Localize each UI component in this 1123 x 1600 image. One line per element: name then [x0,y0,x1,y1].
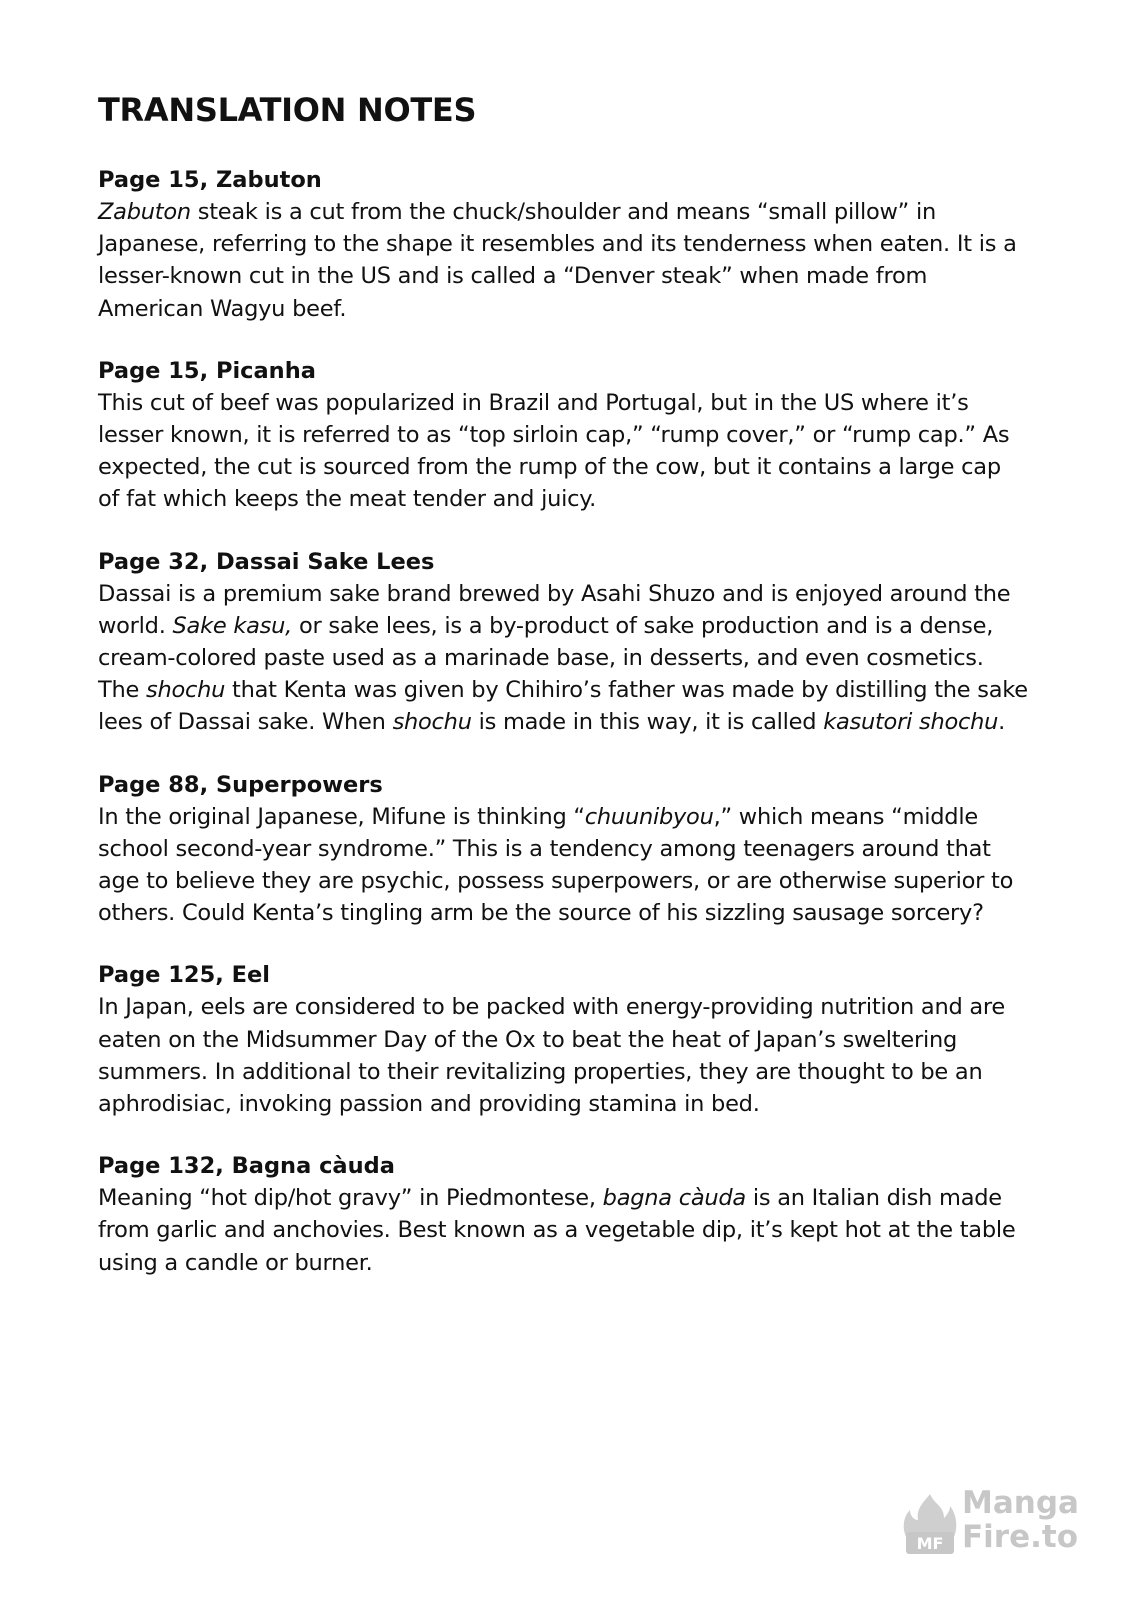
note-picanha [98,355,1028,516]
document-page [98,88,1028,1309]
note-body: This cut of beef was popularized in Brazil and Portugal, but in the US where it’s lesser known, it is referred to as “top sirloin cap,” “rump cover,” or “rump cap.” As expected, the cut is sourced from the rump of the cow, but it contains a large cap of fat which keeps the meat tender and juicy. [98,389,1010,513]
note-zabuton [98,164,1028,325]
note-body: In the original Japanese, Mifune is thinking “chuunibyou,” which means “middle school second-year syndrome.” This is a tendency among teenagers around that age to believe they are psychic, possess superpowers, or are otherwise superior to others. Could Kenta’s tingling arm be the source of his sizzling sausage sorcery? [98,803,1014,927]
flame-logo-icon [900,1492,960,1556]
note-heading: Page 88, Superpowers [98,771,383,798]
note-heading: Page 15, Picanha [98,357,316,384]
watermark [900,1484,1079,1564]
note-body: In Japan, eels are considered to be packed with energy-providing nutrition and are eaten on the Midsummer Day of the Ox to beat the heat of Japan’s sweltering summers. In additional to their revitalizing properties, they are thought to be an aphrodisiac, invoking passion and providing stamina in bed. [98,994,1006,1118]
note-body: Meaning “hot dip/hot gravy” in Piedmontese, bagna càuda is an Italian dish made from garlic and anchovies. Best known as a vegetable dip, it’s kept hot at the table using a candle or burner. [98,1185,1016,1276]
note-heading: Page 132, Bagna càuda [98,1153,395,1180]
watermark-text [962,1486,1079,1554]
note-heading: Page 125, Eel [98,962,270,989]
note-body: Zabuton steak is a cut from the chuck/shoulder and means “small pillow” in Japanese, referring to the shape it resembles and its tenderness when eaten. It is a lesser-known cut in the US and is called a “Denver steak” when made from American Wagyu beef. [98,199,1017,322]
watermark-line2: Fire.to [962,1519,1079,1555]
note-bagna-cauda [98,1150,1028,1279]
watermark-line1: Manga [962,1485,1079,1521]
note-heading: Page 32, Dassai Sake Lees [98,548,435,575]
note-heading: Page 15, Zabuton [98,167,322,193]
note-body: Dassai is a premium sake brand brewed by Asahi Shuzo and is enjoyed around the world. Sake kasu, or sake lees, is a by-product of sake production and is a dense, cream-colored paste used as a marinade base, in desserts, and even cosmetics. The shochu that Kenta was given by Chihiro’s father was made by distilling the sake lees of Dassai sake. When shochu is made in this way, it is called kasutori shochu. [98,580,1028,736]
note-eel [98,959,1028,1120]
note-dassai-sake-lees [98,546,1028,739]
note-superpowers [98,769,1028,930]
logo-letters: MF [916,1534,944,1553]
page-title: TRANSLATION NOTES [98,91,477,129]
